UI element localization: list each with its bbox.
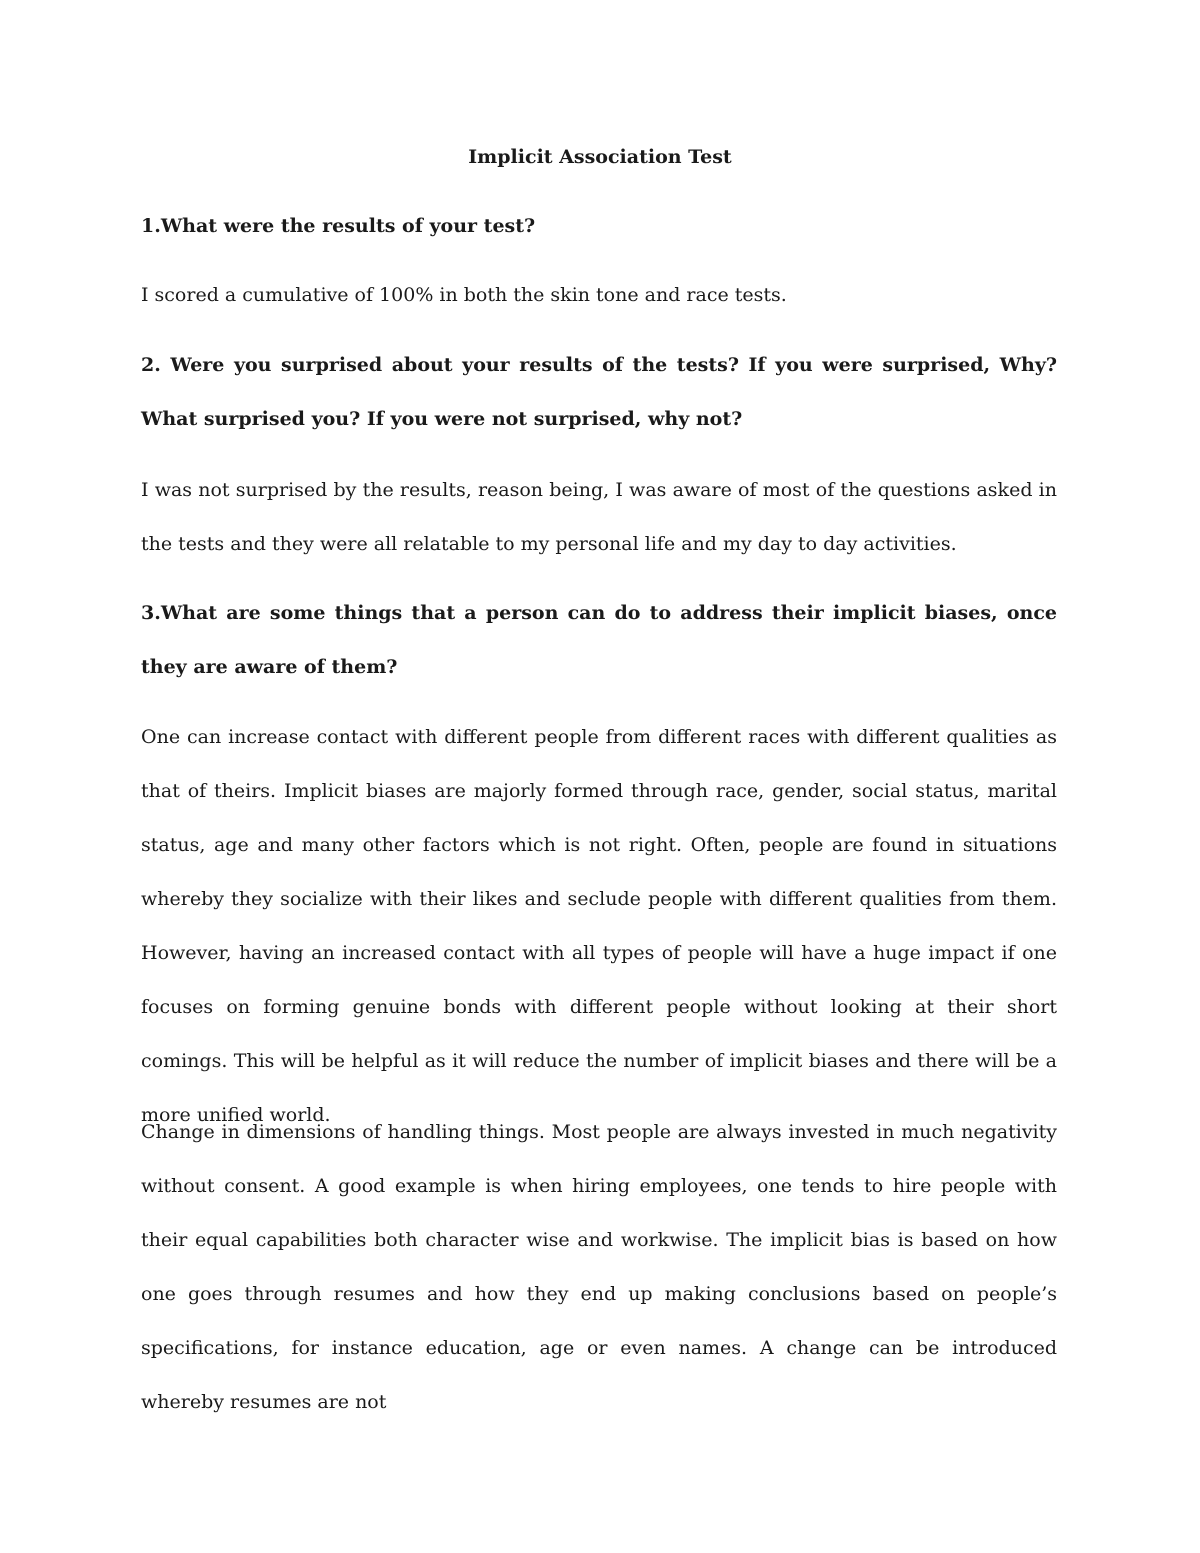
- answer-2: I was not surprised by the results, reason being, I was aware of most of the questions asked in the tests and they were all relatable to my personal life and my day to day activities.: [141, 479, 1057, 555]
- answer-3-paragraph-2: Change in dimensions of handling things. Most people are always invested in much negativity without consent. A good example is when hiring employees, one tends to hire people with their equal capabilities both character wise and workwise. The implicit bias is based on how one goes through resumes and how they end up making conclusions based on people’s specifications, for instance education, age or even names. A change can be introduced whereby resumes are not: [141, 1121, 1057, 1413]
- question-3: 3.What are some things that a person can do to address their implicit biases, once they are aware of them?: [141, 602, 1057, 678]
- document-title: Implicit Association Test: [468, 146, 732, 168]
- answer-3-paragraph-1: One can increase contact with different people from different races with different qualities as that of theirs. Implicit biases are majorly formed through race, gender, social status, marital status, age and many other factors which is not right. Often, people are found in situations whereby they socialize with their likes and seclude people with different qualities from them. However, having an increased contact with all types of people will have a huge impact if one focuses on forming genuine bonds with different people without looking at their short comings. This will be helpful as it will reduce the number of implicit biases and there will be a more unified world.: [141, 726, 1057, 1126]
- answer-1: I scored a cumulative of 100% in both the skin tone and race tests.: [141, 284, 787, 306]
- question-2: 2. Were you surprised about your results of the tests? If you were surprised, Why? What surprised you? If you were not surprised, why not?: [141, 354, 1057, 430]
- question-1: 1.What were the results of your test?: [141, 215, 536, 237]
